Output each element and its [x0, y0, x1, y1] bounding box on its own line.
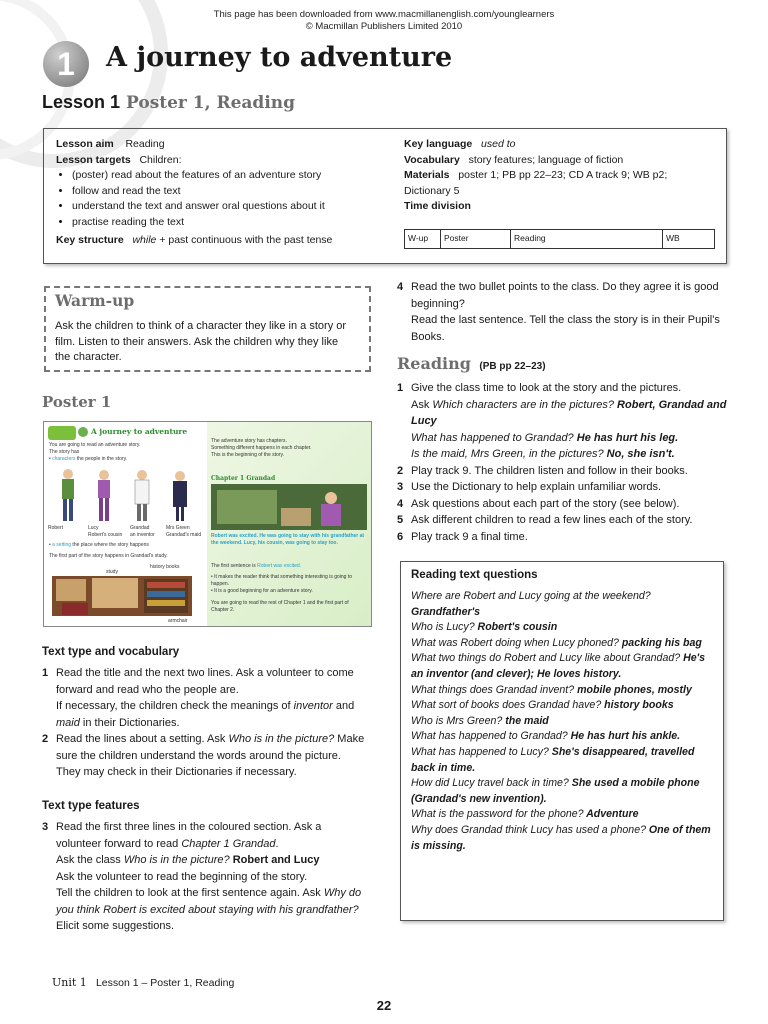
warmup-heading: Warm-up [55, 291, 135, 310]
time-cell-poster: Poster [441, 230, 511, 248]
page-number: 22 [376, 998, 392, 1013]
warmup-text: Ask the children to think of a character they like in a story or film. Listen to their answers. Ask the children why they like the character. [55, 320, 347, 363]
poster-setting-rest: the place where the story happens [71, 542, 149, 548]
poster-label-study: study [106, 569, 118, 575]
question-10 [411, 776, 717, 807]
poster-first-part: The first part of the story happens in Grandad's study. [49, 553, 168, 559]
features-item-3-a [56, 819, 367, 852]
poster-intro-1: You are going to read an adventure story. [49, 442, 141, 448]
question-4 [411, 651, 717, 682]
poster-setting-word: a setting [52, 542, 72, 548]
character-lucy [98, 470, 110, 521]
question-1 [411, 589, 717, 620]
vocabulary-value: story features; language of fiction [468, 153, 624, 166]
reading-title: Reading [397, 354, 471, 373]
poster-step-4 [397, 279, 727, 345]
poster-right-line-3: This is the beginning of the story. [211, 452, 285, 458]
time-cell-warmup: W-up [405, 230, 441, 248]
questions-heading: Reading text questions [411, 569, 538, 581]
reading-step-1-answer-3: No, she isn't. [603, 448, 675, 460]
question-10-text: How did Lucy travel back in time? [411, 777, 569, 790]
footer-lesson: Lesson 1 – Poster 1, Reading [95, 977, 235, 989]
question-8-text: What has happened to Grandad? [411, 730, 568, 743]
reading-step-2-text: Play track 9. The children listen and follow in their books. [411, 464, 688, 477]
step-4-a: Read the two bullet points to the class. Do they agree it is good beginning? [411, 281, 719, 310]
vocab-item-1: 1 Read the title and the next two lines. Ask a volunteer to come forward and read who the people are. If necessary, the children check the meanings of inventor and maid in their Dictionaries. [42, 665, 367, 731]
question-8 [411, 729, 717, 745]
question-7 [411, 714, 717, 730]
features-tell-post: Elicit some suggestions. [56, 920, 174, 932]
question-12 [411, 823, 717, 854]
reading-step-1-q3-line [411, 446, 727, 463]
reading-step-3-text: Use the Dictionary to help explain unfamiliar words. [411, 481, 662, 493]
vocab-item-2-pre: Read the lines about a setting. Ask [56, 733, 229, 745]
target-item: • (poster) read about the features of an adventure story [72, 168, 386, 184]
poster-characters-rest: the people in the story. [75, 456, 128, 462]
poster-setting-line: • a setting the place where the story happens [49, 542, 149, 548]
features-item-3: 3 Read the first three lines in the coloured section. Ask a volunteer forward to read Chapter 1 Grandad. Ask the class Who is in the picture? Robert and Lucy Ask the volunteer to read the beginning of the story. Tell the children to look at the first sentence again. Ask Why do you think Robert is excited about staying with his grandfather? Elicit some suggestions. [42, 819, 367, 935]
features-tell-question: Why do you think Robert is excited about staying with his grandfather? [56, 887, 362, 916]
unit-number-badge: 1 [43, 41, 89, 87]
question-11-text: What is the password for the phone? [411, 808, 584, 821]
question-7-answer: the maid [502, 714, 549, 727]
poster-name-lucy: Lucy Robert's cousin [88, 525, 123, 538]
poster-chapter-title: Chapter 1 Grandad [211, 475, 276, 482]
warmup-box [44, 286, 371, 372]
poster-heading: Poster 1 [42, 393, 112, 411]
poster-name-robert: Robert [48, 525, 64, 531]
reading-step-1-q2-line [411, 430, 727, 447]
question-3 [411, 636, 717, 652]
reading-step-1-answer-2: He has hurt his leg. [573, 431, 679, 444]
poster-first-sentence-quote: Robert was excited. [257, 563, 302, 569]
unit-title: A journey to adventure [106, 42, 453, 73]
step-4 [397, 279, 727, 345]
footer-unit: Unit 1 [52, 976, 87, 989]
features-ask-class [56, 852, 367, 869]
question-4-answer: He's an inventor (and clever); He loves history. [411, 652, 706, 680]
targets-intro: Children: [139, 153, 182, 166]
poster-going-to-read: You are going to read the rest of Chapter 1 and the first part of Chapter 2. [211, 600, 349, 613]
structure-label: Key structure [56, 234, 124, 246]
question-3-text: What was Robert doing when Lucy phoned? [411, 636, 619, 649]
question-2-answer: Robert's cousin [474, 621, 558, 634]
poster-label-books: history books [150, 564, 180, 570]
vocab-item-1-b [56, 698, 367, 731]
question-4-text: What two things do Robert and Lucy like about Grandad? [411, 652, 681, 665]
question-7-text: Who is Mrs Green? [411, 714, 503, 727]
download-note-line-1: This page has been downloaded from www.macmillanenglish.com/younglearners [213, 9, 555, 20]
targets-list [56, 168, 386, 230]
vocab-item-1-b-pre: If necessary, the children check the meanings of [56, 700, 294, 712]
structure-while: while [132, 234, 157, 246]
time-cell-reading: Reading [511, 230, 663, 248]
reading-step-1-a: Give the class time to look at the story and the pictures. [411, 382, 682, 394]
lesson-aims-box [43, 128, 727, 264]
poster-right-line-2: Something different happens in each chapter. [211, 445, 312, 451]
features-item-3-dot: . [275, 837, 279, 850]
question-2 [411, 620, 717, 636]
poster-name-grandad: Grandad an inventor [130, 525, 155, 538]
character-mrs-green [173, 471, 187, 521]
features-tell [56, 885, 367, 935]
features-tell-pre: Tell the children to look at the first sentence again. Ask [56, 887, 324, 899]
features-ask-class-question: Who is in the picture? [123, 854, 230, 866]
questions-list [411, 589, 717, 854]
target-item: • practise reading the text [72, 215, 386, 231]
reading-questions-box [400, 561, 724, 921]
text-type-features-list [42, 819, 367, 935]
character-grandad [135, 470, 149, 521]
text-type-vocab-heading: Text type and vocabulary [42, 646, 180, 658]
reading-step-6: 6 Play track 9 a final time. [397, 530, 528, 543]
poster-study-illustration [52, 576, 192, 616]
poster-right-panel [207, 422, 371, 626]
reading-step-3: 3 Use the Dictionary to help explain unfamiliar words. [397, 481, 662, 493]
poster-label-armchair: armchair [168, 618, 188, 624]
materials-label: Materials [404, 169, 450, 181]
question-5 [411, 683, 717, 699]
reading-step-1: 1 Give the class time to look at the story and the pictures. Ask Which characters are in the pictures? Robert, Grandad and Lucy What has happened to Grandad? He has hurt his leg. Is the maid, Mrs Green, in the pictures? No, she isn't. [397, 380, 727, 463]
question-6 [411, 698, 717, 714]
poster-first-sentence-intro: The first sentence is [211, 563, 256, 569]
reading-step-5-text: Ask different children to read a few lines each of the story. [411, 514, 693, 526]
step-4-b: Read the last sentence. Tell the class the story is in their Pupil's Books. [411, 314, 720, 343]
word-maid: maid [56, 716, 80, 729]
poster-bullet-1: It makes the reader think that something interesting is going to happen. [211, 574, 352, 587]
character-robert [62, 469, 74, 521]
aims-right-column [404, 137, 719, 215]
question-2-text: Who is Lucy? [411, 621, 475, 634]
poster-title: A journey to adventure [91, 427, 188, 436]
reading-ref: (PB pp 22–23) [479, 361, 546, 372]
features-ask-class-pre: Ask the class [56, 854, 124, 866]
question-8-answer: He has hurt his ankle. [567, 730, 681, 743]
reading-step-6-text: Play track 9 a final time. [411, 530, 528, 543]
lesson-heading [42, 92, 295, 113]
time-cell-wb: WB [666, 233, 680, 243]
poster-first-sentence [211, 563, 367, 570]
aim-value: Reading [125, 138, 165, 150]
poster-unit-dot [78, 427, 88, 437]
step-4-number: 4 [397, 281, 404, 293]
question-1-answer: Grandfather's [411, 605, 481, 618]
question-12-answer: One of them is missing. [411, 823, 711, 852]
lesson-number: Lesson 1 [42, 92, 121, 112]
reading-step-5: 5 Ask different children to read a few lines each of the story. [397, 514, 693, 526]
targets-label: Lesson targets [56, 153, 131, 166]
reading-step-1-question-3: Is the maid, Mrs Green, in the pictures? [411, 448, 604, 460]
poster-characters-illustration [50, 468, 200, 524]
question-1-text: Where are Robert and Lucy going at the weekend? [411, 590, 651, 602]
poster-right-line-1: The adventure story has chapters. [211, 438, 287, 444]
reading-heading [397, 354, 546, 374]
features-item-3-pre: Read the first three lines in the coloured section. Ask a volunteer forward to read [56, 821, 322, 850]
poster-bullets: • It makes the reader think that something interesting is going to happen. • It is a good beginning for an adventure story. [211, 574, 352, 594]
key-language-value: used to [481, 138, 516, 150]
reading-step-1-ask [411, 397, 727, 430]
target-item: • understand the text and answer oral questions about it [72, 199, 386, 215]
question-6-text: What sort of books does Grandad have? [411, 699, 602, 712]
question-10-answer: She used a mobile phone (Grandad's new invention). [411, 777, 700, 805]
vocab-item-1-a: Read the title and the next two lines. Ask a volunteer to come forward and read who the people are. [56, 667, 354, 696]
poster-bullet-2: It is a good beginning for an adventure story. [214, 588, 313, 594]
footer-lesson-ref [52, 976, 234, 989]
reading-steps [397, 380, 727, 545]
features-ask-class-answer: Robert and Lucy [229, 854, 320, 866]
reading-step-1-question: Which characters are in the pictures? [432, 398, 614, 411]
poster-excerpt: Robert was excited. He was going to stay with his grandfather at the weekend. Lucy, his cousin, was going to stay too. [211, 533, 365, 546]
reading-step-4-text: Ask questions about each part of the story (see below). [411, 497, 680, 510]
vocab-item-2: 2 Read the lines about a setting. Ask Who is in the picture? Make sure the children understand the words around the picture. They may check in their Dictionaries if necessary. [42, 733, 365, 778]
reading-step-2: 2 Play track 9. The children listen and follow in their books. [397, 464, 688, 477]
time-division-label: Time division [404, 200, 471, 212]
poster-right-intro [211, 438, 367, 459]
text-type-features-heading: Text type features [42, 800, 140, 812]
question-5-answer: mobile phones, mostly [574, 683, 692, 696]
question-9 [411, 745, 717, 776]
poster-intro-2: The story has [49, 449, 80, 455]
poster-logo [48, 426, 76, 440]
structure-rest: + past continuous with the past tense [156, 234, 333, 246]
poster-chapter-illustration [211, 484, 367, 530]
features-chapter-title: Chapter 1 Grandad [181, 837, 276, 850]
download-note [0, 9, 768, 33]
poster-characters-word: characters [52, 456, 76, 462]
materials-value-2: Dictionary 5 [404, 184, 460, 197]
lesson-title: Poster 1, Reading [126, 93, 296, 113]
question-12-text: Why does Grandad think Lucy has used a phone? [411, 823, 646, 836]
word-inventor: inventor [293, 700, 333, 712]
reading-step-1-question-2: What has happened to Grandad? [411, 431, 574, 444]
vocabulary-label: Vocabulary [404, 153, 460, 166]
vocab-item-1-b-post: in their Dictionaries. [79, 716, 180, 729]
reading-step-4: 4 Ask questions about each part of the story (see below). [397, 497, 680, 510]
aims-left-column [56, 137, 386, 249]
reading-step-1-ask-pre: Ask [411, 398, 433, 411]
vocab-item-2-post: Make sure the children understand the words around the picture. They may check in their Dictionaries if necessary. [56, 733, 365, 778]
download-note-line-2: © Macmillan Publishers Limited 2010 [305, 21, 463, 32]
reading-step-1-answer: Robert, Grandad and Lucy [411, 398, 727, 427]
question-3-answer: packing his bag [618, 636, 702, 649]
question-6-answer: history books [601, 699, 674, 712]
poster-image [43, 421, 372, 627]
vocab-item-1-b-and: and [332, 700, 355, 712]
question-9-answer: She's disappeared, travelled back in time. [411, 745, 695, 774]
aim-label: Lesson aim [56, 138, 114, 150]
time-division-table [404, 229, 715, 249]
target-item: • follow and read the text [72, 184, 386, 200]
vocab-item-2-question: Who is in the picture? [228, 733, 335, 745]
question-9-text: What has happened to Lucy? [411, 745, 549, 758]
question-5-text: What things does Grandad invent? [411, 683, 575, 696]
poster-name-mrs-green: Mrs Green Grandad's maid [166, 525, 202, 538]
key-language-label: Key language [404, 138, 473, 150]
features-ask-volunteer: Ask the volunteer to read the beginning of the story. [56, 870, 308, 883]
question-11-answer: Adventure [583, 808, 639, 821]
question-11 [411, 807, 717, 823]
text-type-vocab-list [42, 665, 367, 781]
poster-intro: You are going to read an adventure story. The story has • characters the people in the story. [49, 442, 204, 463]
materials-value: poster 1; PB pp 22–23; CD A track 9; WB p2; [458, 169, 668, 181]
